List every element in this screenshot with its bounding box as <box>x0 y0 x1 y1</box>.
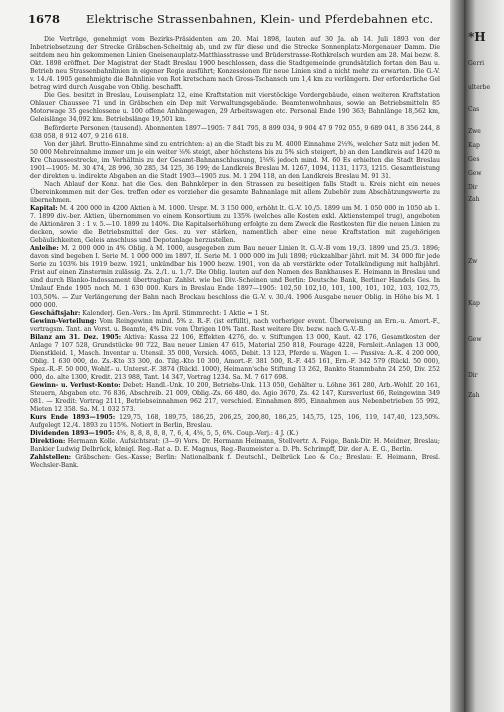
page-header <box>28 12 438 26</box>
paragraph: Direktion: Hermann Kolle. Aufsichtsrat: (3—9) Vors. Dr. Hermann Heimann, Stellvertr. A. Feige, Bank-Dir. H. Meidner, Breslau; Bankier Ludwig Delbrück, königl. Reg.-Rat a. D. E. Magnus, Reg.-Baumeister a. D. Ph. Schrimpff, Dir. der A. E. G., Berlin. <box>30 438 440 454</box>
paragraph: Kapital: M. 4 200 000 in 4200 Aktien à M. 1000. Urspr. M. 3 150 000, erhöht lt. G.-V. 10./5. 1899 um M. 1 050 000 in 1050 ab 1. 7. 1899 div.-ber. Aktien, übernommen vo einem Konsortium zu 135% (welches alle Kosten exkl. Aktienstempel trug), angeboten de Aktionären 3 : 1 v. 5.—10. 1899 zu 140%. Die Kapitalserhöhung erfolgte zu dem Zweck die Restkosten für die neuen Linien zu decken, sowie die Betriebsmittel der Ges. zu ver stärken, namentlich aber eine neue Kraftstation mit zugehörigen Gebäulichkeiten, Geleis anschluss und Depotanlage herzustellen. <box>30 204 440 245</box>
paragraph: Die Verträge, genehmigt vom Bezirks-Präsidenten am 20. Mai 1898, lauten auf 30 Ja. ab 14. Juli 1893 von der Inbetriebsetzung der Strecke Gräbschen-Scheitnig ab, und zw für diese und die Strecke Sonnenplatz-Morgenauer Damm. Die seitdem neu hin gekommenen Linien Gneisenauplatz-Matthiasstrasse und Brüderstrasse-Rothkrelsch wurden am 28. Mai bezw. 8. Okt. 1898 eröffnet. Der Magistrat der Stadt Breslau 1900 beschlossen, dass die Stadtgemeinde grundsätzlich fortan den Bau u. Betrieb neu Strassenbahnlinien in eigener Regie ausführt; Konzessionen für neue Linien sind a nicht mehr zu erwarten. Die G.-V. v. 14./4. 1905 genehmigte die Bahnlinie von Rot kretscham nach Gross-Tschansch um 1,4 km zu verlängern. Der erforderliche Gel betrag wird durch Ausgabe von Oblig. beschafft. <box>30 36 440 92</box>
adjacent-page-edge <box>464 0 504 712</box>
edge-fragment: *H <box>468 30 486 44</box>
section-label: Geschäftsjahr: <box>30 309 81 317</box>
edge-fragment: Dir <box>468 372 478 379</box>
section-label: Bilanz am 31. Dez. 1905: <box>30 333 122 341</box>
edge-fragment: Kap <box>468 142 480 149</box>
paragraph: Zahlstellen: Gräbschen: Ges.-Kasse; Berlin: Nationalbank f. Deutschl., Delbrück Leo & Co.; Breslau: E. Heimann, Bresl. Wechsler-Bank. <box>30 454 440 470</box>
paragraph: Bilanz am 31. Dez. 1905: Aktiva: Kassa 22 106, Effekten 4276, do. v. Stiftungen 13 000, Kaut. 42 176, Gesamtkosten der Anlage 7 107 528, Grundstücke 90 722, Bau neuer Linien 47 615, Material 250 818, Fourage 4228, Fernleit.-Anlagen 13 000, Dienstkleid. 1, Masch. Inventar u. Utensil. 35 000, Versich. 4065, Debit. 13 123, Pferde u. Wagen 1. — Passiva: A.-K. 4 200 000, Oblig. 1 630 000, do. Zs.-Kto 33 300, do. Tilg.-Kto 10 300, Amort.-F. 381 500, R.-F. 445 161, Ern.-F. 342 579 (Rückl. 50 000), Spez.-R.-F. 50 000, Wohlf.- u. Unterst.-F. 3874 (Rückl. 1000), Heimann'sche Stiftung 13 262, Bankto Stammbahn 24 250, Div. 252 000, do. alte 1300, Kredit. 213 988, Tant. 14 347, Vortrag 1234. Sa. M. 7 617 698. <box>30 333 440 381</box>
section-label: Gewinn-Verteilung: <box>30 317 97 325</box>
edge-fragment: Zah <box>468 196 480 203</box>
section-label: Zahlstellen: <box>30 454 72 462</box>
section-label: Dividenden 1893—1905: <box>30 430 115 438</box>
edge-fragment: ulterbe <box>468 84 491 91</box>
running-title: Elektrische Strassenbahnen, Klein- und Pferdebahnen etc. <box>86 12 434 26</box>
section-label: Anleihe: <box>30 245 59 253</box>
article-body <box>30 36 440 471</box>
paragraph: Gewinn- u. Verlust-Konto: Debet: Handl.-Unk. 10 200, Betriebs-Unk. 113 050, Gehälter u. Löhne 361 280, Arb.-Wohlf. 20 161, Steuern, Abgaben etc. 76 836, Abschreib. 21 009, Oblig.-Zs. 66 480, do. Agio 3670, Zs. 42 147, Kursverlust 66, Reingewinn 349 081. — Kredit: Vortrag 2111, Betriebseinnahmen 962 217, verschied. Einnahmen 895, Einnahmen aus Nebenbetrieben 55 992, Mieten 12 358. Sa. M. 1 032 573. <box>30 382 441 414</box>
paragraph: Geschäftsjahr: Kalenderj. Gen.-Vers.: Im April. Stimmrecht: 1 Aktie = 1 St. <box>30 309 270 317</box>
paragraph: Dividenden 1893—1905: 4⅝, 8, 8, 8, 8, 8, 7, 6, 4, 4⅝, 5, 5, 6%. Coup.-Verj.: 4 J. (K.) <box>30 430 299 438</box>
edge-fragment: Dir <box>468 184 478 191</box>
paragraph: Gewinn-Verteilung: Vom Reingewinn mind. 5% z. R.-F. (ist erfüllt), nach vorheriger event. Überweisung an Ern.-u. Amort.-F., vertragsm. Tant. an Vorst. u. Beamte, 4% Div. vom Übrigen 10% Tant. Rest weitere Div. bezw. nach G.-V.-B. <box>30 317 440 333</box>
edge-fragment: Ges <box>468 156 480 163</box>
paragraph: Von der jährl. Brutto-Einnahme sind zu entrichten: a) an die Stadt bis zu M. 4000 Einnahme 2⅓%, welcher Satz mit jeden M. 50 000 Mehreinnahme immer um je ein weiter ⅛% steigt, aber höchstens bis zu 5% sich steigert, b) an den Landkreis auf 1420 m Kre Chausseestrecke, im Verhältnis zu der Gesamt-Bahnanschlussung, 1⅝% jedoch mind. M. 60 Es erhielten die Stadt Breslau 1901—1905: M. 30 474, 28 996, 30 285, 34 125, 36 199; de Landkreis Breslau M. 1267, 1094, 1131, 1173, 1215. Gesamtleistung der direkten u. indirekte Abgaben an die Stadt 1903—1905 zus. M. 1 294 118, an den Landkreis Breslau M. 91 31. <box>30 140 440 180</box>
paragraph: Die Ges. besitzt in Breslau, Louisenplatz 12, eine Kraftstation mit vierstöckige Vordergebäude, einen weiteren Kraftstation Ohlauer Chaussee 71 und in Gräbschen ein Dep mit Verwaltungsgebäude. Beamtenwohnhaus, sowie an Betriebsmitteln 85 Motorwage 35 geschlossene u. 100 offene Anhängewagen, 29 Arbeitswagen etc. Personal Ende 190 363; Bahnlänge 18,562 km, Geleislänge 34,092 km. Betriebslänge 19,501 km. <box>30 92 440 124</box>
edge-fragment: Zwe <box>468 128 481 135</box>
paragraph: Anleihe: M. 2 000 000 in 4% Oblig. à M. 1000, ausgegeben zum Bau neuer Linien lt. G.-V.-B vom 19./3. 1899 und 25./3. 1896; davon sind begeben I. Serie M. 1 000 000 im 1897, II. Serie M. 1 000 000 im Juli 1898; rückzahlbar jährl. mit M. 34 000 für jede Serie zu 103% bis 1919 bezw. 1921, unkündbar bis 1900 bezw. 1901, von da ab verstärkte oder Totalkündigung mit halbjährl. Frist auf einen Zinstermin zulässig. Zs. 2./1. u. 1./7. Die Oblig. lauten auf den Namen des Bankhauses E. Heimann in Breslau und sind durch Blanko-Indossament übertragbar. Zahlst. wie bei Div.-Scheinen und Berlin: Deutsche Bank, Berliner Handels Ges. In Umlauf Ende 1905 noch M. 1 630 000. Kurs in Breslau Ende 1897—1905: 102,50 102,10, 101, 100, 101, 102, 103, 102,75, 103,50%. — Zur Verlängerung der Bahn nach Brockau beschloss die G.-V. v. 30./4. 1906 Ausgabe neuer Oblig. in Höhe bis M. 1 000 000. <box>30 245 440 309</box>
edge-fragment: Gerri <box>468 60 484 67</box>
page-number: 1678 <box>28 12 61 26</box>
edge-fragment: Gew <box>468 336 482 343</box>
edge-fragment: Kap <box>468 300 480 307</box>
book-gutter <box>450 0 464 712</box>
paragraph: Beförderte Personen (tausend). Abonnenten 1897—1905: 7 841 795, 8 899 034, 9 904 47 9 792 055, 9 689 041, 8 356 244, 8 638 058, 8 912 407, 9 216 618. <box>30 124 440 140</box>
section-label: Direktion: <box>30 438 66 446</box>
edge-fragment: Cas <box>468 106 480 113</box>
section-label: Gewinn- u. Verlust-Konto: <box>30 382 121 390</box>
paragraph: Nach Ablauf der Konz. hat die Ges. den Bahnkörper in den Strassen zu beseitigen falls Stadt u. Kreis nicht ein neues Übereinkommen mit der Ges. treffen oder es vorzieher die gesamte Bahnanlage mit allem Zubehör zum Abschätzungswerte zu übernehmen. <box>30 180 440 204</box>
section-label: Kapital: <box>30 204 58 212</box>
section-label: Kurs Ende 1893—1905: <box>30 414 116 422</box>
edge-fragment: Gew <box>468 170 482 177</box>
edge-fragment: Zw <box>468 258 478 265</box>
paragraph: Kurs Ende 1893—1905: 129,75, 168, 189,75, 186,25, 206,25, 200,80, 186,25, 145,75, 125, 106, 119, 147,40, 123,50%. Aufgelegt 12./4. 1893 zu 115%. Notiert in Berlin, Breslau. <box>30 414 441 430</box>
edge-fragment: Zah <box>468 392 480 399</box>
